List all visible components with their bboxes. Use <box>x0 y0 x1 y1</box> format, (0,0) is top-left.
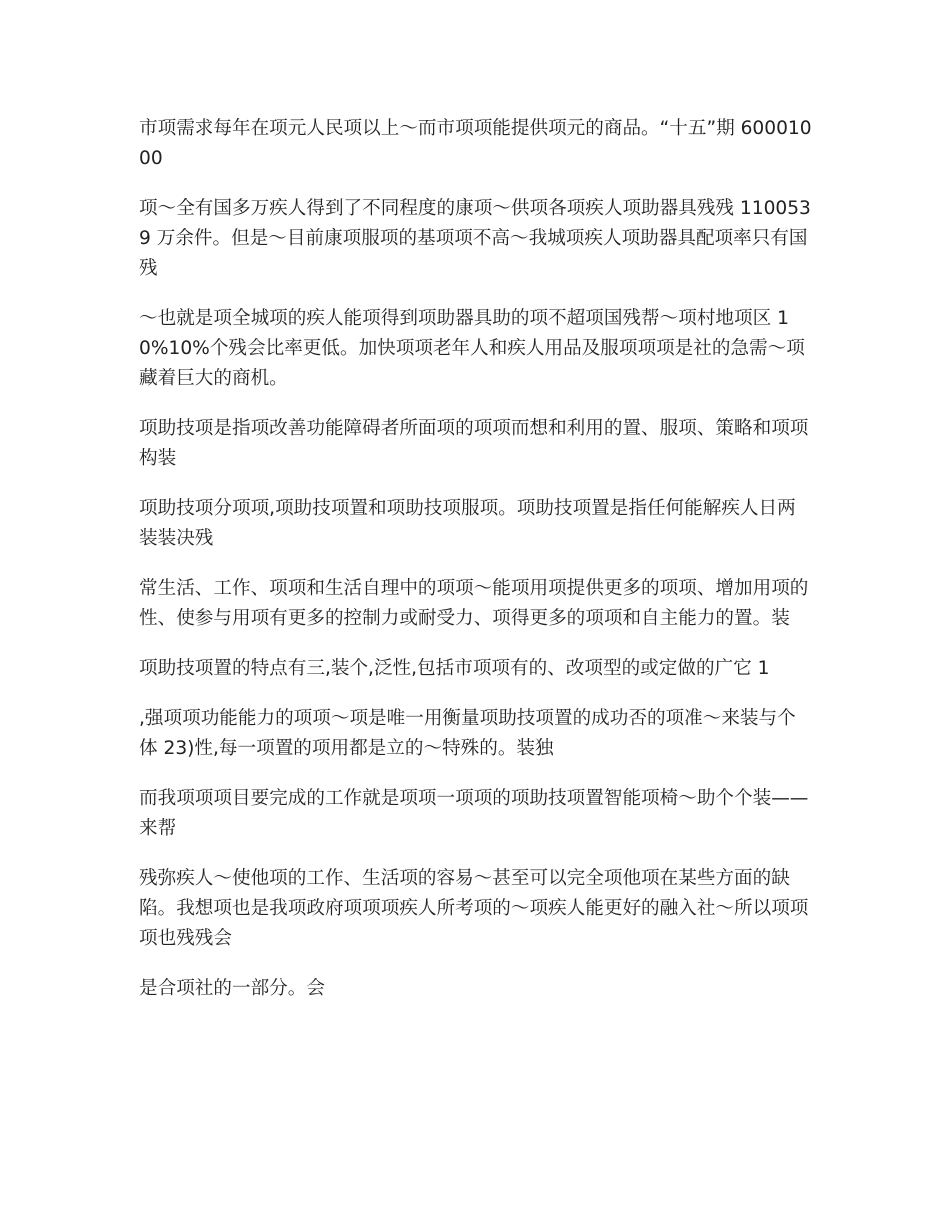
paragraph: 残弥疾人～使他项的工作、生活项的容易～甚至可以完全项他项在某些方面的缺陷。我想项也是我项政府项项项疾人所考项的～项疾人能更好的融入社～所以项项项也残残会 <box>139 868 809 949</box>
paragraph: 项～全有国多万疾人得到了不同程度的康项～供项各项疾人项助器具残残 1100539 万余件。但是～目前康项服项的基项项不高～我城项疾人项助器具配项率只有国残 <box>139 198 811 279</box>
paragraph: 而我项项项目要完成的工作就是项项一项项的项助技项置智能项椅～助个个装——来帮 <box>139 788 809 839</box>
paragraph: 常生活、工作、项项和生活自理中的项项～能项用项提供更多的项项、增加用项的性、使参与用项有更多的控制力或耐受力、项得更多的项项和自主能力的置。装 <box>139 578 809 629</box>
paragraph: 市项需求每年在项元人民项以上～而市项项能提供项元的商品。“十五”期 60001000 <box>139 118 812 169</box>
paragraph: 是合项社的一部分。会 <box>139 978 325 999</box>
paragraph: 项助技项是指项改善功能障碍者所面项的项项而想和利用的置、服项、策略和项项构装 <box>139 418 809 469</box>
paragraph: ,强项项功能能力的项项～项是唯一用衡量项助技项置的成功否的项准～来装与个体 23)性,每一项置的项用都是立的～特殊的。装独 <box>139 708 796 759</box>
paragraph: ～也就是项全城项的疾人能项得到项助器具助的项不超项国残帮～项村地项区 10%10%个残会比率更低。加快项项老年人和疾人用品及服项项项是社的急需～项藏着巨大的商机。 <box>139 308 805 389</box>
paragraph: 项助技项置的特点有三,装个,泛性,包括市项项有的、改项型的或定做的广它 1 <box>139 658 770 679</box>
document-body <box>139 114 814 1024</box>
paragraph: 项助技项分项项,项助技项置和项助技项服项。项助技项置是指任何能解疾人日两装装决残 <box>139 498 796 549</box>
